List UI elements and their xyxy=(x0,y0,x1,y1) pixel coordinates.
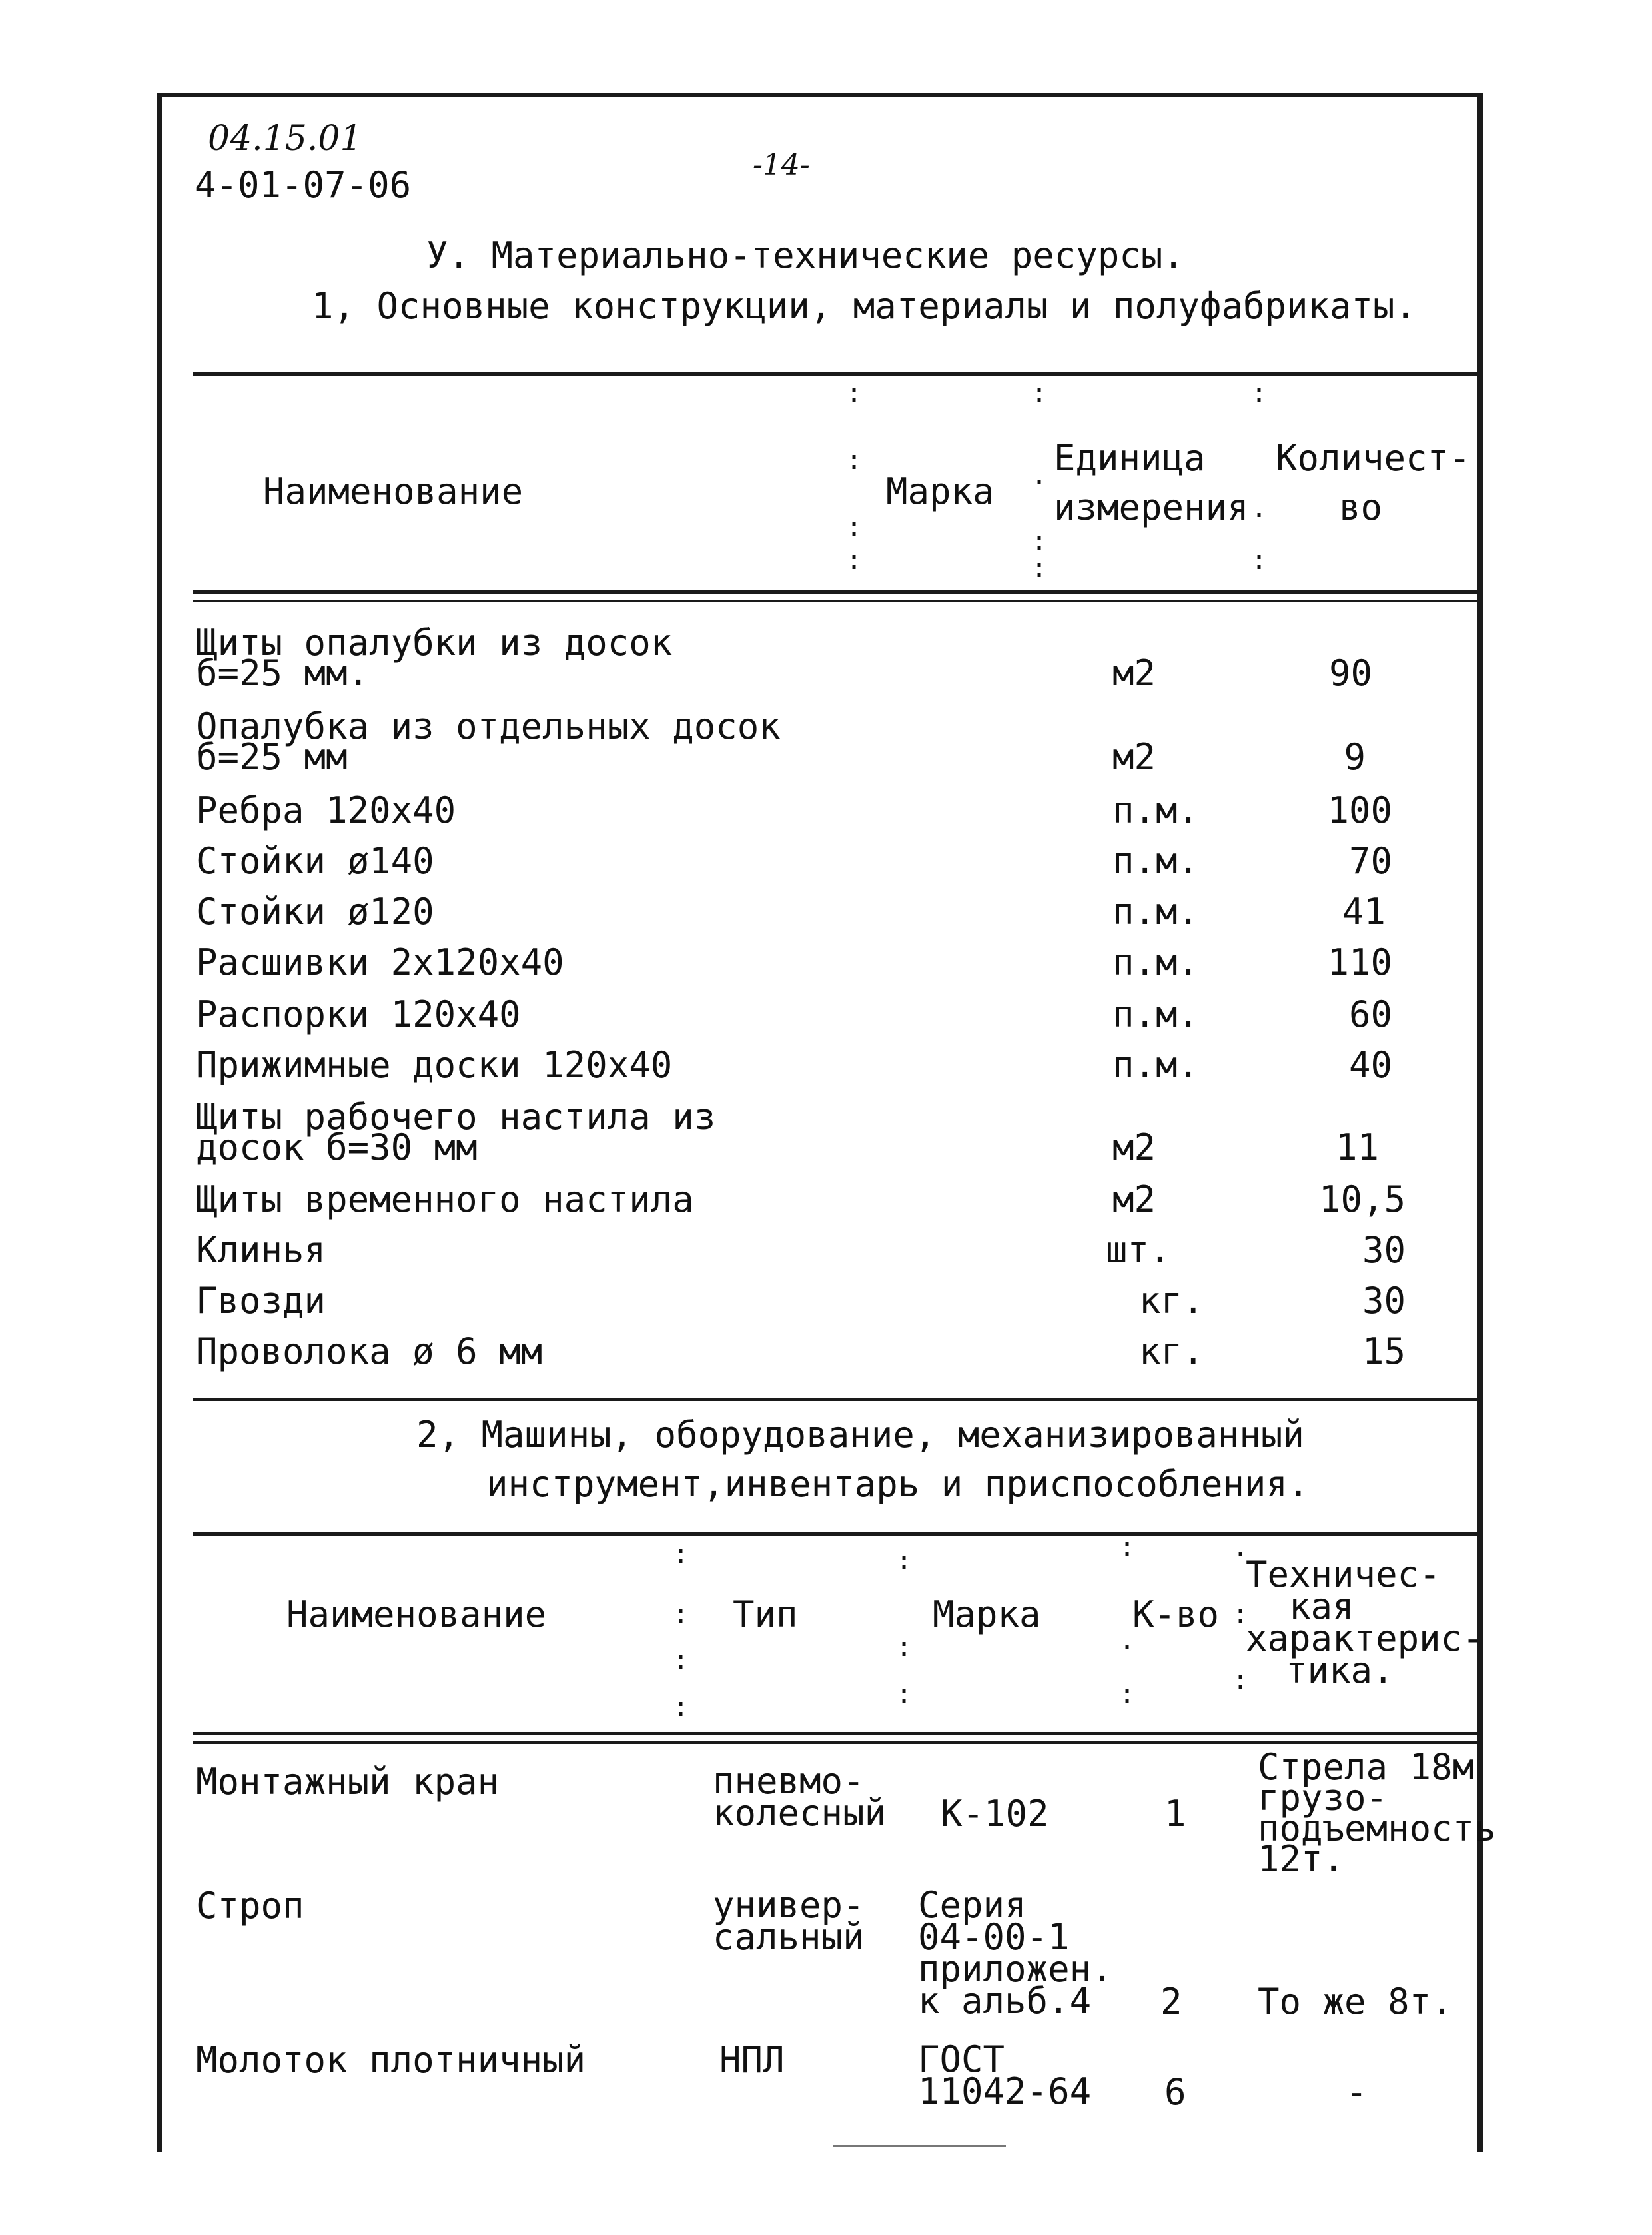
col-separator: . xyxy=(1119,1625,1136,1656)
table-row-unit: п.м. xyxy=(1112,891,1200,933)
table-row-unit: шт. xyxy=(1106,1229,1171,1271)
table2-header-rule-double xyxy=(193,1741,1482,1744)
table-row-name: Монтажный кран xyxy=(196,1761,500,1803)
table1-top-rule xyxy=(193,372,1482,376)
col-separator: : xyxy=(1251,545,1268,576)
table2-header-brand: Марка xyxy=(933,1593,1041,1635)
table-row-name-cont: б=25 мм xyxy=(196,736,348,778)
section2-title-line1: 2, Машины, оборудование, механизированный xyxy=(416,1414,1304,1456)
table-row-name: Клинья xyxy=(196,1229,326,1271)
table-row-brand: К-102 xyxy=(941,1793,1049,1835)
table-row-name: Распорки 120х40 xyxy=(196,993,521,1035)
col-separator: : xyxy=(1119,1532,1136,1563)
frame-top-border xyxy=(157,93,1483,97)
table-row-name: Щиты временного настила xyxy=(196,1178,694,1220)
table-row-type: универ- сальный xyxy=(713,1884,865,1958)
table1-header-qty-line2: во xyxy=(1339,486,1383,528)
table-row-spec: Стрела 18м грузо- подъемность 12т. xyxy=(1258,1746,1496,1880)
table-row-unit: п.м. xyxy=(1112,789,1200,831)
table2-top-rule xyxy=(193,1532,1482,1536)
table-row-brand: Серия 04-00-1 приложен. к альб.4 xyxy=(918,1884,1113,2022)
table2-header-name: Наименование xyxy=(286,1593,547,1635)
table-row-unit: м2 xyxy=(1112,1178,1156,1220)
table-row-spec: - xyxy=(1346,2071,1368,2113)
table-row-qty: 10,5 xyxy=(1318,1178,1406,1220)
table-row-unit: кг. xyxy=(1139,1280,1204,1322)
col-separator: : xyxy=(673,1599,689,1629)
col-separator: : xyxy=(1232,1665,1249,1696)
col-separator: : xyxy=(1232,1599,1249,1629)
table-row-unit: м2 xyxy=(1112,736,1156,778)
table-row-name: Гвозди xyxy=(196,1280,326,1322)
table1-bottom-rule xyxy=(193,1398,1482,1401)
table-row-qty: 9 xyxy=(1344,736,1366,778)
table-row-unit: п.м. xyxy=(1112,993,1200,1035)
table-row-qty: 60 xyxy=(1348,993,1392,1035)
table-row-name: Щиты рабочего настила из xyxy=(196,1096,716,1138)
table1-header-unit-line1: Единица xyxy=(1054,437,1206,479)
section-title: У. Материально-технические ресурсы. xyxy=(426,234,1184,276)
table-row-qty: 30 xyxy=(1362,1280,1406,1322)
table2-header-spec-line1: Техничес- xyxy=(1246,1554,1441,1595)
table-row-type: пневмо- колесный xyxy=(713,1760,887,1834)
table-row-brand: ГОСТ 11042-64 xyxy=(918,2038,1092,2112)
table-row-unit: п.м. xyxy=(1112,840,1200,882)
col-separator: : xyxy=(896,1546,913,1576)
col-separator: : xyxy=(896,1632,913,1663)
document-code: 4-01-07-06 xyxy=(195,164,412,206)
col-separator: : xyxy=(1031,378,1048,409)
col-separator: : xyxy=(846,445,863,476)
frame-left-border xyxy=(157,93,162,2152)
table2-header-spec-line2: кая xyxy=(1289,1585,1354,1627)
section-subtitle: 1, Основные конструкции, материалы и полуфабрикаты. xyxy=(312,285,1417,327)
table-row-unit: п.м. xyxy=(1112,1044,1200,1086)
table-row-unit: п.м. xyxy=(1112,941,1200,983)
col-separator: : xyxy=(1031,526,1048,557)
table-row-name: Ребра 120х40 xyxy=(196,789,456,831)
table-row-name-cont: б=25 мм. xyxy=(196,652,370,694)
col-separator: : xyxy=(673,1645,689,1676)
table1-header-brand: Марка xyxy=(886,470,995,512)
table2-header-spec-line3: характерис- xyxy=(1246,1617,1484,1659)
table-row-name: Проволока ø 6 мм xyxy=(196,1330,543,1372)
table-row-name: Строп xyxy=(196,1885,304,1927)
col-separator: : xyxy=(896,1679,913,1709)
table-row-name: Опалубка из отдельных досок xyxy=(196,705,781,747)
table-row-qty: 11 xyxy=(1335,1126,1379,1168)
table-row-unit: кг. xyxy=(1139,1330,1204,1372)
col-separator: : xyxy=(846,512,863,542)
table-row-qty: 2 xyxy=(1160,1981,1182,2022)
table2-header-spec-line4: тика. xyxy=(1286,1649,1394,1691)
page-number: -14- xyxy=(753,148,810,182)
table-row-unit: м2 xyxy=(1112,1126,1156,1168)
col-separator: : xyxy=(673,1692,689,1723)
table-row-name: Расшивки 2х120х40 xyxy=(196,941,564,983)
table-row-qty: 90 xyxy=(1328,652,1372,694)
col-separator: : xyxy=(673,1539,689,1569)
table1-header-qty-line1: Количест- xyxy=(1276,437,1471,479)
section2-title-line2: инструмент,инвентарь и приспособления. xyxy=(486,1463,1310,1505)
table2-header-rule xyxy=(193,1732,1482,1735)
table-row-name: Стойки ø120 xyxy=(196,891,434,933)
col-separator: : xyxy=(1251,378,1268,409)
table-row-qty: 6 xyxy=(1164,2071,1186,2113)
col-separator: : xyxy=(846,545,863,576)
col-separator: : xyxy=(1119,1679,1136,1709)
table1-header-unit-line2: измерения xyxy=(1054,486,1249,528)
col-separator: : xyxy=(1031,553,1048,584)
col-separator: . xyxy=(1232,1532,1249,1563)
handwritten-code: 04.15.01 xyxy=(208,119,362,159)
table1-header-rule-double xyxy=(193,600,1482,602)
table1-header-rule xyxy=(193,590,1482,594)
table-row-qty: 110 xyxy=(1327,941,1392,983)
table-row-name-cont: досок б=30 мм xyxy=(196,1126,478,1168)
table-row-name: Щиты опалубки из досок xyxy=(196,622,673,664)
col-separator: : xyxy=(846,378,863,409)
table-row-qty: 40 xyxy=(1348,1044,1392,1086)
table-row-qty: 15 xyxy=(1362,1330,1406,1372)
table-row-name: Молоток плотничный xyxy=(196,2039,586,2081)
table1-header-name: Наименование xyxy=(263,470,524,512)
table-row-type: НПЛ xyxy=(719,2039,785,2081)
col-separator: . xyxy=(1031,460,1048,490)
table2-header-type: Тип xyxy=(733,1593,798,1635)
table-row-unit: м2 xyxy=(1112,652,1156,694)
table-row-qty: 70 xyxy=(1348,840,1392,882)
table-row-qty: 41 xyxy=(1342,891,1386,933)
table-row-spec: То же 8т. xyxy=(1258,1981,1453,2022)
table-row-qty: 30 xyxy=(1362,1229,1406,1271)
table-row-name: Стойки ø140 xyxy=(196,840,434,882)
table-row-qty: 100 xyxy=(1327,789,1392,831)
col-separator: . xyxy=(1251,493,1268,524)
table-row-qty: 1 xyxy=(1164,1793,1186,1835)
table2-header-qty: К-во xyxy=(1132,1593,1220,1635)
table-row-name: Прижимные доски 120х40 xyxy=(196,1044,673,1086)
bottom-edge-mark xyxy=(833,2145,1006,2147)
